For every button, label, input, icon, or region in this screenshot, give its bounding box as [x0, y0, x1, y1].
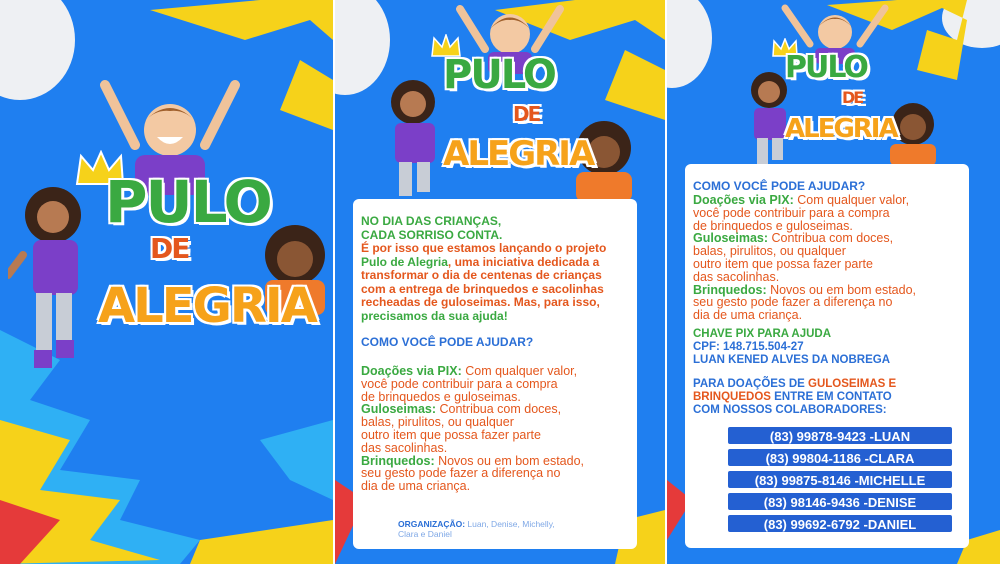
guloseimas-text: outro item que possa fazer parte — [361, 427, 541, 442]
donation-contact-text — [693, 378, 896, 417]
logo-line-pulo — [105, 168, 271, 236]
paragraph-text: precisamos da sua ajuda! — [361, 308, 508, 323]
phone-contact-luan[interactable]: (83) 99878-9423 -LUAN — [727, 426, 953, 445]
phone-contact-daniel[interactable]: (83) 99692-6792 -DANIEL — [727, 514, 953, 533]
pix-key-cpf: CPF: 148.715.504-27 — [693, 341, 804, 353]
brinquedos-text: dia de uma criança. — [693, 308, 803, 323]
phone-contact-michelle[interactable]: (83) 99875-8146 -MICHELLE — [727, 470, 953, 489]
brinquedos-label: Brinquedos: — [693, 282, 767, 297]
brinquedos-text: Novos ou em bom estado, — [434, 453, 584, 468]
logo-text: PULO — [785, 50, 867, 85]
phone-contact-clara[interactable]: (83) 99804-1186 -CLARA — [727, 448, 953, 467]
pix-text: de brinquedos e guloseimas. — [693, 218, 853, 233]
pix-label: Doações via PIX: — [361, 364, 462, 378]
guloseimas-text: Contribua com doces, — [436, 402, 562, 417]
paragraph-text: com a entrega de brinquedos e sacolinhas — [361, 281, 604, 296]
phone-contact-denise[interactable]: (83) 98146-9436 -DENISE — [727, 492, 953, 511]
logo-text: DE — [150, 232, 189, 265]
guloseimas-label: Guloseimas: — [361, 402, 437, 417]
pix-label: Doações via PIX: — [693, 193, 794, 207]
intro-line: NO DIA DAS CRIANÇAS, — [361, 214, 502, 228]
brinquedos-label: Brinquedos: — [361, 453, 435, 468]
logo-line-de — [150, 232, 188, 265]
logo-text: DE — [842, 88, 863, 107]
paragraph-text: , uma iniciativa dedicada a — [447, 254, 600, 269]
guloseimas-text: das sacolinhas. — [693, 269, 780, 284]
flyer-cover-panel — [0, 0, 333, 564]
pix-text: de brinquedos e guloseimas. — [361, 389, 521, 404]
paragraph-text: É por isso que estamos lançando o projeto — [361, 241, 607, 255]
guloseimas-text: das sacolinhas. — [361, 440, 448, 455]
info-card — [353, 199, 637, 549]
help-options-text — [361, 365, 584, 493]
guloseimas-text: balas, pirulitos, ou qualquer — [693, 244, 846, 259]
flyer-info-panel — [335, 0, 665, 564]
pix-key-heading: CHAVE PIX PARA AJUDA — [693, 328, 832, 340]
pix-text: Com qualquer valor, — [461, 364, 578, 378]
pix-key-name: LUAN KENED ALVES DA NOBREGA — [693, 354, 890, 366]
logo-line-pulo — [443, 52, 555, 98]
organization-names: Luan, Denise, Michelly, — [465, 519, 555, 529]
guloseimas-label: Guloseimas: — [693, 231, 769, 246]
logo-line-alegria — [98, 278, 316, 334]
logo-text: ALEGRIA — [785, 114, 897, 144]
pix-text: você pode contribuir para a compra — [693, 205, 890, 220]
donation-text: ENTRE EM CONTATO — [770, 391, 892, 403]
how-to-help-heading: COMO VOCÊ PODE AJUDAR? — [361, 335, 534, 349]
organization-names: Clara e Daniel — [398, 529, 452, 539]
intro-line: CADA SORRISO CONTA. — [361, 227, 503, 242]
intro-text — [361, 215, 606, 323]
brinquedos-text: seu gesto pode fazer a diferença no — [693, 295, 893, 310]
logo-text: ALEGRIA — [98, 278, 316, 334]
donation-highlight: BRINQUEDOS — [693, 391, 771, 403]
logo-line-alegria — [443, 134, 593, 174]
logo-line-de — [513, 102, 539, 126]
donation-text: COM NOSSOS COLABORADORES: — [693, 404, 887, 416]
logo-line-de — [842, 88, 862, 107]
organization-text — [398, 519, 555, 539]
paragraph-text: recheadas de guloseimas. Mas, para isso, — [361, 295, 600, 309]
donation-highlight: GULOSEIMAS E — [808, 378, 897, 390]
guloseimas-text: outro item que possa fazer parte — [693, 256, 873, 271]
guloseimas-text: balas, pirulitos, ou qualquer — [361, 415, 514, 430]
how-to-help-heading: COMO VOCÊ PODE AJUDAR? — [693, 179, 866, 193]
logo-line-alegria — [785, 114, 897, 144]
pix-text: Com qualquer valor, — [793, 193, 910, 207]
pix-key-block — [693, 328, 890, 367]
brinquedos-text: Novos ou em bom estado, — [766, 282, 916, 297]
info-card — [685, 164, 969, 548]
logo-text: ALEGRIA — [443, 134, 594, 174]
help-options-text — [693, 194, 916, 322]
logo-text: PULO — [105, 168, 271, 236]
project-name: Pulo de Alegria — [361, 254, 448, 269]
logo-text: PULO — [443, 52, 555, 98]
organization-label: ORGANIZAÇÃO: — [398, 519, 466, 529]
logo-text: DE — [513, 102, 540, 126]
donation-text: PARA DOAÇÕES DE — [693, 378, 809, 390]
paragraph-text: transformar o dia de centenas de crianças — [361, 268, 602, 282]
logo-line-pulo — [785, 50, 867, 85]
brinquedos-text: seu gesto pode fazer a diferença no — [361, 466, 561, 481]
brinquedos-text: dia de uma criança. — [361, 479, 471, 494]
guloseimas-text: Contribua com doces, — [768, 231, 894, 246]
flyer-contact-panel — [667, 0, 1000, 564]
pix-text: você pode contribuir para a compra — [361, 376, 558, 391]
